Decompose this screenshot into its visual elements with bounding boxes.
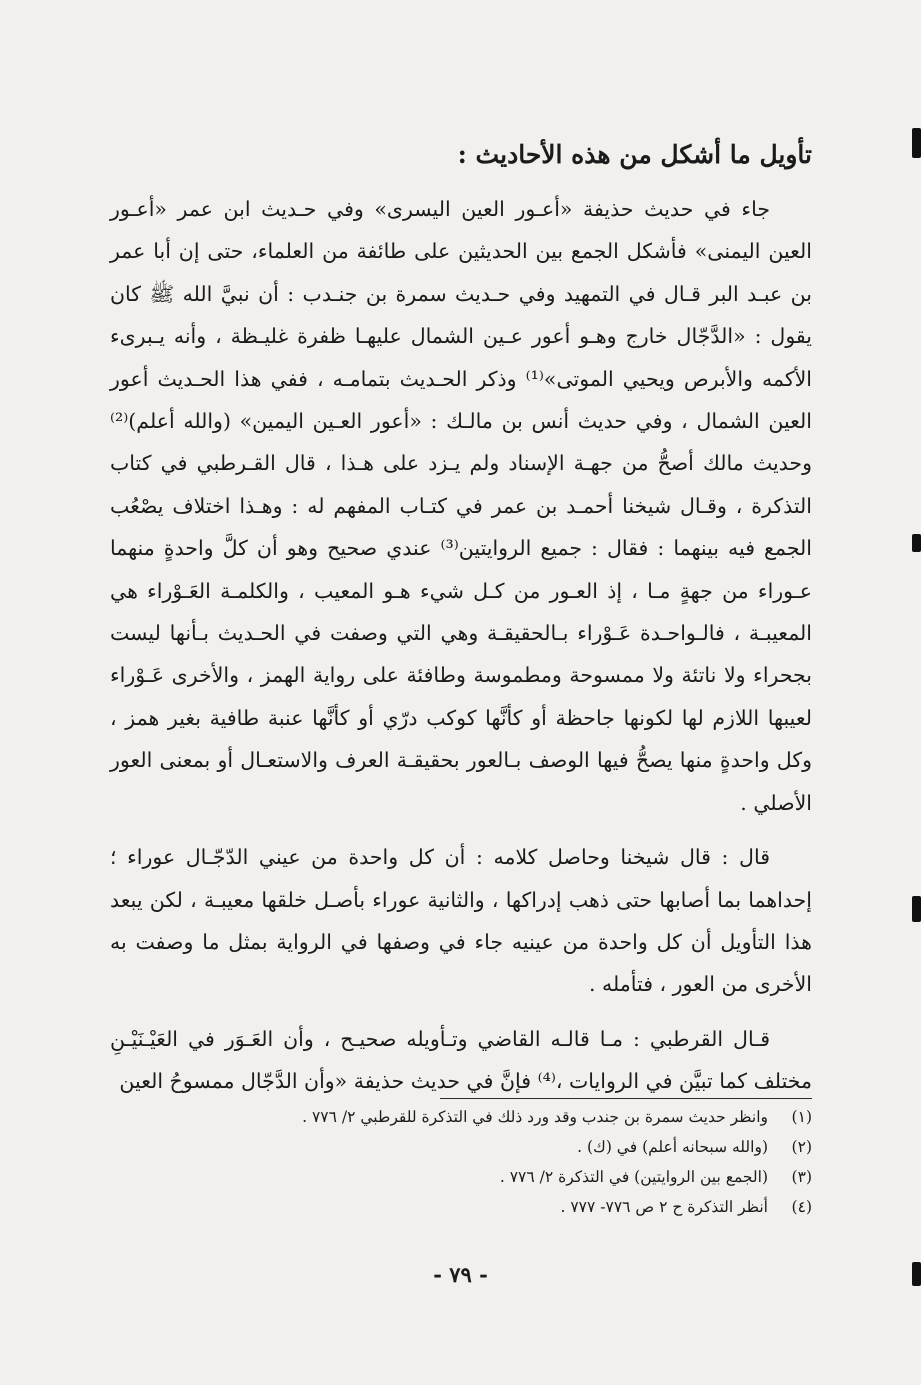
footnote-text: وانظر حديث سمرة بن جندب وقد ورد ذلك في التذكرة للقرطبي ٢/ ٧٧٦ . [302, 1108, 768, 1126]
footnote-text: أنظر التذكرة ح ٢ ص ٧٧٦- ٧٧٧ . [560, 1198, 768, 1216]
paragraph: قال : قال شيخنا وحاصل كلامه : أن كل واحدة من عيني الدّجّـال عوراء ؛ إحداهما بما أصابها حتى ذهب إدراكها ، والثانية عوراء بأصـل خلقها معيبـة ، لكن يبعد هذا التأويل أن كل واحدة من عينيه جاء في وصفها في الرواية بمثل ما وصفت به الأخرى من العور ، فتأمله . [110, 845, 812, 997]
footnote-text: (والله سبحانه أعلم) في (ك) . [577, 1138, 768, 1156]
footnote-divider [440, 1098, 812, 1099]
main-text [110, 128, 812, 1103]
footnote [150, 1192, 812, 1222]
footnote-text: (الجمع بين الروايتين) في التذكرة ٢/ ٧٧٦ . [499, 1168, 768, 1186]
footnote-number: (٤) [791, 1198, 812, 1216]
footnote [150, 1132, 812, 1162]
page-number: - ٧٩ - [433, 1262, 488, 1287]
footnote-number: (١) [791, 1108, 812, 1126]
section-heading: تأويل ما أشكل من هذه الأحاديث : [457, 140, 812, 169]
footnote-number: (٢) [791, 1138, 812, 1156]
edge-mark [912, 534, 921, 552]
paragraph: قـال القرطبي : مـا قالـه القاضي وتـأويله صحيـح ، وأن العَـوَر في العَيْـنَيْـنِ مختلف كما تبيَّن في الروايات ،⁽⁴⁾ فإنَّ في حديث حذيفة «وأن الدَّجّال ممسوحُ العين [110, 1026, 812, 1094]
footnote [150, 1102, 812, 1132]
footnote-number: (٣) [791, 1168, 812, 1186]
edge-mark [912, 896, 921, 922]
paragraph: جاء في حديث حذيفة «أعـور العين اليسرى» وفي حـديث ابن عمر «أعـور العين اليمنى» فأشكل الجمع بين الحديثين على طائفة من العلماء، حتى إن أبا عمر بن عبـد البر قـال في التمهيد وفي حـديث سمرة بن جنـدب : أن نبيَّ الله ﷺ كان يقول : «الدَّجّال خارج وهـو أعور عـين الشمال عليهـا ظفرة غليـظة ، وأنه يـبرىء الأكمه والأبرص ويحيي الموتى»⁽¹⁾ وذكر الحـديث بتمامـه ، ففي هذا الحـديث أعور العين الشمال ، وفي حديث أنس بن مالـك : «أعور العـين اليمين» (والله أعلم)⁽²⁾ وحديث مالك أصحُّ من جهـة الإسناد ولم يـزد على هـذا ، قال القـرطبي في كتاب التذكرة ، وقـال شيخنا أحمـد بن عمر في كتـاب المفهم له : وهـذا اختلاف يصْعُب الجمع فيه بينهما : فقال : جميع الروايتين⁽³⁾ عندي صحيح وهو أن كلَّ واحدةٍ منهما عـوراء من جهةٍ مـا ، إذ العـور من كـل شيء هـو المعيب ، والكلمـة العَـوْراء هي المعيبـة ، فالـواحـدة عَـوْراء بـالحقيقـة وهي التي وصفت في الحـديث بـأنها ليست بجحراء ولا ناتئة ولا ممسوحة ومطموسة وطافئة على رواية الهمز ، والأخرى عَـوْراء لعيبها اللازم لها لكونها جاحظة أو كأنَّها كوكب درّي أو كأنَّها عنبة طافية بغير همز ، وكل واحدةٍ منها يصحُّ فيها الوصف بـالعور بحقيقـة العرف والاستعـال أو بمعنى العور الأصلي . [110, 197, 812, 815]
footnotes [150, 1102, 812, 1222]
footnote [150, 1162, 812, 1192]
edge-mark [912, 128, 921, 158]
